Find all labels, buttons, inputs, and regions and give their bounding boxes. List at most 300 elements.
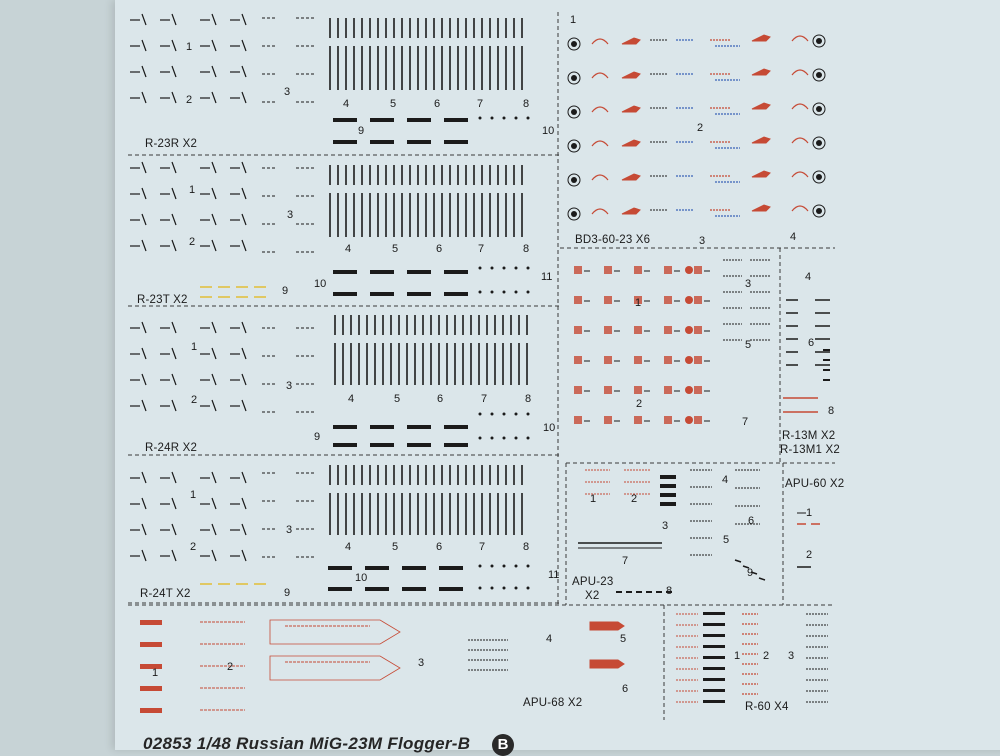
decal-number: 11 — [548, 569, 560, 581]
stencil-mark — [172, 240, 176, 251]
dot-decal — [479, 565, 482, 568]
thick-bar-decal — [407, 118, 431, 122]
dot-decal — [503, 565, 506, 568]
red-badge-decal — [574, 266, 582, 274]
roundel-decal — [816, 106, 822, 112]
stencil-mark — [142, 188, 146, 199]
decal-number: 10 — [542, 125, 555, 137]
decal-number: 1 — [570, 14, 577, 26]
arrow-decal — [622, 38, 640, 44]
roundel-decal — [571, 177, 577, 183]
stencil-mark — [142, 472, 146, 483]
bar-decal — [703, 656, 725, 659]
thick-bar-decal — [444, 292, 468, 296]
panel-title-r24t: R-24T X2 — [140, 588, 191, 600]
decal-number: 7 — [481, 393, 488, 405]
bar-decal — [703, 689, 725, 692]
thick-bar-decal — [365, 566, 389, 570]
arrow-decal — [622, 140, 640, 146]
decal-number: 1 — [590, 493, 597, 505]
red-badge-decal — [634, 356, 642, 364]
arc-decal — [792, 172, 808, 177]
stencil-mark — [142, 162, 146, 173]
decal-number: 1 — [734, 650, 741, 662]
thick-bar-decal — [444, 425, 468, 429]
dot-decal — [479, 267, 482, 270]
stencil-mark — [172, 66, 176, 77]
decal-number: 4 — [790, 231, 797, 243]
arrow-decal — [752, 205, 770, 211]
panel-title-r60: R-60 X4 — [745, 701, 789, 713]
dot-decal — [515, 565, 518, 568]
decal-number: 7 — [622, 555, 629, 567]
decal-number: 3 — [788, 650, 795, 662]
red-stencil-decal — [140, 686, 162, 691]
stencil-mark — [212, 214, 216, 225]
dot-decal — [491, 437, 494, 440]
decal-number: 5 — [392, 541, 399, 553]
stencil-mark — [242, 550, 246, 561]
decal-number: 6 — [436, 243, 443, 255]
red-badge-decal — [694, 296, 702, 304]
stencil-mark — [242, 162, 246, 173]
roundel-decal — [816, 174, 822, 180]
red-badge-decal — [664, 386, 672, 394]
thick-bar-decal — [333, 425, 357, 429]
red-badge-decal — [574, 416, 582, 424]
dot-decal — [479, 291, 482, 294]
dot-decal — [503, 437, 506, 440]
stencil-mark — [212, 400, 216, 411]
thick-bar-decal — [333, 118, 357, 122]
red-badge-decal — [694, 386, 702, 394]
decal-number: 7 — [479, 541, 486, 553]
red-badge-decal — [604, 356, 612, 364]
stencil-mark — [142, 240, 146, 251]
panel-title-apu60: APU-60 X2 — [785, 478, 845, 490]
bar-decal — [703, 623, 725, 626]
red-badge-decal — [664, 416, 672, 424]
dot-decal — [479, 117, 482, 120]
dot-decal — [515, 117, 518, 120]
arc-decal — [792, 206, 808, 211]
red-badge-decal — [634, 416, 642, 424]
dot-decal — [503, 291, 506, 294]
stencil-mark — [172, 14, 176, 25]
arrow-decal — [622, 106, 640, 112]
red-badge-decal — [634, 386, 642, 394]
decal-number: 4 — [722, 474, 729, 486]
stencil-mark — [142, 14, 146, 25]
bar-decal — [660, 475, 676, 479]
red-badge-decal — [634, 266, 642, 274]
decal-number: 5 — [390, 98, 397, 110]
red-badge-decal — [604, 266, 612, 274]
panel-title-apu23: APU-23 — [572, 576, 614, 588]
thick-bar-decal — [370, 425, 394, 429]
red-badge-decal — [574, 326, 582, 334]
dot-decal — [527, 291, 530, 294]
decal-number: 3 — [662, 520, 669, 532]
red-badge-decal — [574, 296, 582, 304]
decal-number: 4 — [805, 271, 812, 283]
stencil-mark — [242, 400, 246, 411]
thick-bar-decal — [407, 270, 431, 274]
dot-decal — [515, 587, 518, 590]
stencil-mark — [142, 214, 146, 225]
bar-decal — [660, 502, 676, 506]
thick-bar-decal — [444, 443, 468, 447]
stencil-mark — [242, 240, 246, 251]
roundel-decal — [816, 38, 822, 44]
bar-decal — [703, 700, 725, 703]
decal-number: 8 — [523, 541, 530, 553]
stencil-mark — [142, 498, 146, 509]
decal-number: 6 — [808, 337, 815, 349]
thick-bar-decal — [407, 443, 431, 447]
arrow-decal — [622, 174, 640, 180]
stencil-mark — [242, 66, 246, 77]
stencil-mark — [172, 188, 176, 199]
dot-decal — [527, 413, 530, 416]
decal-number: 3 — [745, 278, 752, 290]
decal-number: 10 — [543, 422, 556, 434]
arc-decal — [592, 39, 608, 44]
decal-number: 6 — [748, 515, 755, 527]
decal-number: 1 — [186, 41, 193, 53]
red-stencil-decal — [140, 642, 162, 647]
sheet-footer-title: 02853 1/48 Russian MiG-23M Flogger-B — [143, 734, 471, 753]
stencil-mark — [242, 498, 246, 509]
red-badge-decal — [685, 326, 693, 334]
dash-decal — [735, 560, 741, 562]
dot-decal — [491, 117, 494, 120]
arc-decal — [592, 209, 608, 214]
red-stencil-decal — [140, 664, 162, 669]
thick-bar-decal — [444, 270, 468, 274]
decal-number: 1 — [190, 489, 197, 501]
arrow-decal — [752, 35, 770, 41]
roundel-decal — [571, 211, 577, 217]
decal-number: 2 — [631, 493, 638, 505]
decal-number: 1 — [152, 667, 159, 679]
red-badge-decal — [664, 356, 672, 364]
thick-bar-decal — [370, 443, 394, 447]
decal-number: 6 — [437, 393, 444, 405]
panel-title-r13m: R-13M X2 — [782, 430, 836, 442]
decal-number: 5 — [723, 534, 730, 546]
stencil-mark — [172, 348, 176, 359]
red-stencil-decal — [140, 620, 162, 625]
thick-bar-decal — [444, 118, 468, 122]
decal-number: 2 — [191, 394, 198, 406]
arrow-decal — [622, 72, 640, 78]
red-badge-decal — [694, 326, 702, 334]
arc-decal — [592, 73, 608, 78]
red-badge-decal — [604, 296, 612, 304]
stencil-mark — [142, 322, 146, 333]
arrow-decal — [752, 171, 770, 177]
dot-decal — [515, 437, 518, 440]
red-badge-decal — [664, 326, 672, 334]
arc-decal — [792, 138, 808, 143]
stencil-mark — [142, 66, 146, 77]
red-stencil-decal — [590, 622, 624, 630]
bar-decal — [703, 634, 725, 637]
decal-number: 5 — [394, 393, 401, 405]
stencil-mark — [242, 40, 246, 51]
roundel-decal — [571, 75, 577, 81]
dot-decal — [479, 587, 482, 590]
dot-decal — [503, 267, 506, 270]
decal-number: 3 — [699, 235, 706, 247]
stencil-mark — [172, 40, 176, 51]
stencil-mark — [172, 400, 176, 411]
stencil-mark — [242, 214, 246, 225]
decal-number: 8 — [828, 405, 835, 417]
stencil-mark — [212, 92, 216, 103]
bar-decal — [703, 645, 725, 648]
thick-bar-decal — [444, 140, 468, 144]
decal-number: 6 — [436, 541, 443, 553]
red-badge-decal — [634, 326, 642, 334]
stencil-mark — [172, 550, 176, 561]
decal-number: 6 — [434, 98, 441, 110]
arc-decal — [592, 107, 608, 112]
arrow-decal — [752, 137, 770, 143]
red-badge-decal — [694, 266, 702, 274]
stencil-mark — [212, 162, 216, 173]
stencil-mark — [172, 92, 176, 103]
panel-title-r23r: R-23R X2 — [145, 138, 198, 150]
roundel-decal — [571, 109, 577, 115]
decal-number: 7 — [477, 98, 484, 110]
dot-decal — [527, 587, 530, 590]
dot-decal — [491, 291, 494, 294]
decal-number: 2 — [227, 661, 234, 673]
stencil-mark — [172, 162, 176, 173]
dot-decal — [503, 117, 506, 120]
stencil-mark — [142, 348, 146, 359]
stencil-mark — [142, 40, 146, 51]
dot-decal — [479, 413, 482, 416]
dot-decal — [527, 565, 530, 568]
red-badge-decal — [604, 416, 612, 424]
decal-number: 2 — [763, 650, 770, 662]
decal-number: 8 — [525, 393, 532, 405]
stencil-mark — [242, 348, 246, 359]
stencil-mark — [142, 524, 146, 535]
decal-number: 4 — [343, 98, 350, 110]
panel-title-r13m1: R-13M1 X2 — [780, 444, 840, 456]
roundel-decal — [816, 140, 822, 146]
red-badge-decal — [685, 386, 693, 394]
decal-number: 9 — [358, 125, 365, 137]
decal-number: 4 — [546, 633, 553, 645]
stencil-mark — [242, 524, 246, 535]
decal-number: 10 — [355, 572, 368, 584]
dot-decal — [527, 117, 530, 120]
decal-number: 7 — [742, 416, 749, 428]
decal-number: 4 — [345, 541, 352, 553]
red-badge-decal — [574, 386, 582, 394]
bar-decal — [703, 678, 725, 681]
decal-number: 10 — [314, 278, 327, 290]
roundel-decal — [816, 208, 822, 214]
dot-decal — [515, 267, 518, 270]
thick-bar-decal — [333, 443, 357, 447]
decal-number: 2 — [189, 236, 196, 248]
arrow-decal — [752, 103, 770, 109]
red-badge-decal — [685, 356, 693, 364]
thick-bar-decal — [370, 140, 394, 144]
stencil-mark — [142, 550, 146, 561]
decal-number: 2 — [697, 122, 704, 134]
dot-decal — [503, 413, 506, 416]
decal-number: 9 — [747, 567, 754, 579]
red-outline-decal — [270, 656, 400, 680]
red-badge-decal — [685, 416, 693, 424]
stencil-mark — [212, 240, 216, 251]
red-badge-decal — [685, 266, 693, 274]
red-stencil-decal — [140, 708, 162, 713]
stencil-mark — [172, 374, 176, 385]
thick-bar-decal — [333, 292, 357, 296]
decal-number: 1 — [806, 507, 813, 519]
dot-decal — [479, 437, 482, 440]
arc-decal — [792, 70, 808, 75]
thick-bar-decal — [407, 140, 431, 144]
stencil-mark — [212, 40, 216, 51]
stencil-mark — [172, 498, 176, 509]
stencil-mark — [212, 524, 216, 535]
stencil-mark — [212, 472, 216, 483]
decal-number: 2 — [186, 94, 193, 106]
red-badge-decal — [604, 386, 612, 394]
thick-bar-decal — [439, 566, 463, 570]
roundel-decal — [571, 143, 577, 149]
dot-decal — [515, 291, 518, 294]
arc-decal — [592, 141, 608, 146]
stencil-mark — [142, 374, 146, 385]
red-badge-decal — [685, 296, 693, 304]
dash-decal — [759, 578, 765, 580]
thick-bar-decal — [407, 292, 431, 296]
dot-decal — [527, 267, 530, 270]
decal-number: 6 — [622, 683, 629, 695]
dot-decal — [491, 413, 494, 416]
red-badge-decal — [694, 356, 702, 364]
stencil-mark — [142, 92, 146, 103]
stencil-mark — [212, 348, 216, 359]
decal-number: 1 — [635, 297, 642, 309]
stencil-mark — [212, 66, 216, 77]
decal-number: 9 — [282, 285, 289, 297]
thick-bar-decal — [370, 292, 394, 296]
decal-number: 3 — [287, 209, 294, 221]
thick-bar-decal — [328, 587, 352, 591]
panel-title-r24r: R-24R X2 — [145, 442, 198, 454]
decal-number: 2 — [636, 398, 643, 410]
thick-bar-decal — [370, 270, 394, 274]
decal-number: 5 — [745, 339, 752, 351]
arrow-decal — [752, 69, 770, 75]
decal-number: 1 — [189, 184, 196, 196]
red-outline-decal — [270, 620, 400, 644]
roundel-decal — [571, 41, 577, 47]
thick-bar-decal — [402, 566, 426, 570]
stencil-mark — [212, 498, 216, 509]
decal-number: 3 — [286, 524, 293, 536]
bar-decal — [703, 667, 725, 670]
stencil-mark — [242, 14, 246, 25]
red-badge-decal — [664, 266, 672, 274]
thick-bar-decal — [402, 587, 426, 591]
stencil-mark — [142, 400, 146, 411]
red-badge-decal — [694, 416, 702, 424]
thick-bar-decal — [439, 587, 463, 591]
arc-decal — [592, 175, 608, 180]
decal-number: 8 — [523, 243, 530, 255]
red-badge-decal — [664, 296, 672, 304]
stencil-mark — [242, 322, 246, 333]
stencil-mark — [212, 188, 216, 199]
dot-decal — [491, 565, 494, 568]
dot-decal — [491, 267, 494, 270]
bar-decal — [703, 612, 725, 615]
thick-bar-decal — [328, 566, 352, 570]
bar-decal — [660, 484, 676, 488]
thick-bar-decal — [333, 270, 357, 274]
decal-number: 5 — [392, 243, 399, 255]
decal-number: 3 — [284, 86, 291, 98]
arrow-decal — [622, 208, 640, 214]
decal-number: 4 — [345, 243, 352, 255]
decal-number: 8 — [666, 585, 673, 597]
arc-decal — [792, 36, 808, 41]
thick-bar-decal — [407, 425, 431, 429]
thick-bar-decal — [370, 118, 394, 122]
decal-number: 8 — [523, 98, 530, 110]
decal-number: 9 — [314, 431, 321, 443]
stencil-mark — [242, 92, 246, 103]
thick-bar-decal — [365, 587, 389, 591]
stencil-mark — [212, 14, 216, 25]
decal-number: 3 — [286, 380, 293, 392]
red-stencil-decal — [590, 660, 624, 668]
decal-number: 2 — [190, 541, 197, 553]
dot-decal — [527, 437, 530, 440]
stencil-mark — [172, 524, 176, 535]
roundel-decal — [816, 72, 822, 78]
decal-number: 2 — [806, 549, 813, 561]
stencil-mark — [242, 374, 246, 385]
red-badge-decal — [604, 326, 612, 334]
decal-number: 1 — [191, 341, 198, 353]
stencil-mark — [212, 550, 216, 561]
stencil-mark — [212, 374, 216, 385]
stencil-mark — [172, 214, 176, 225]
red-badge-decal — [574, 356, 582, 364]
stencil-mark — [242, 472, 246, 483]
dot-decal — [515, 413, 518, 416]
decal-number: 3 — [418, 657, 425, 669]
stencil-mark — [242, 188, 246, 199]
decal-number: 5 — [620, 633, 627, 645]
decal-number: 4 — [348, 393, 355, 405]
stencil-mark — [172, 322, 176, 333]
thick-bar-decal — [333, 140, 357, 144]
